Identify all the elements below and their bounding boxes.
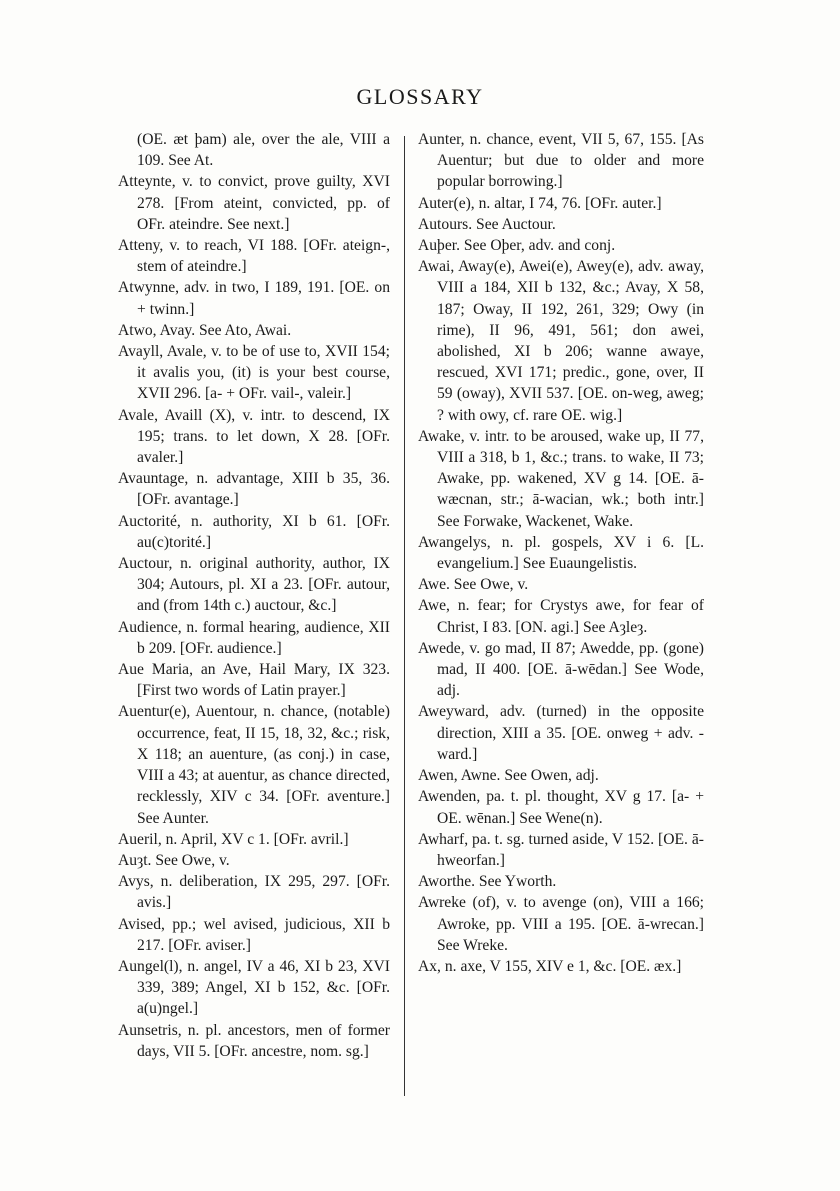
glossary-entry: Audience, n. formal hearing, audience, XII b 209. [OFr. audience.] <box>118 618 390 657</box>
glossary-entry: Auter(e), n. altar, I 74, 76. [OFr. auter.] <box>418 194 662 212</box>
glossary-entry: Avised, pp.; wel avised, judicious, XII b 217. [OFr. aviser.] <box>118 915 390 954</box>
glossary-entry: Atteynte, v. to convict, prove guilty, XVI 278. [From ateint, convicted, pp. of OFr. ateindre. See next.] <box>118 173 390 233</box>
glossary-entry: Ax, n. axe, V 155, XIV e 1, &c. [OE. æx.] <box>418 957 682 975</box>
glossary-entry: Awake, v. intr. to be aroused, wake up, II 77, VIII a 318, b 1, &c.; trans. to wake, II 73; Awake, pp. wakened, XV g 14. [OE. ā-wæcnan, str.; ā-wacian, wk.; both intr.] See Forwake, Wackenet, Wake. <box>418 427 704 530</box>
glossary-entry: Awai, Away(e), Awei(e), Awey(e), adv. away, VIII a 184, XII b 132, &c.; Avay, X 58, 187; Oway, II 192, 261, 329; Owy (in rime), II 96, 491, 561; don awei, abolished, XI b 206; wanne awaye, rescued, XVI 171; predic., gone, over, II 59 (oway), XVII 537. [OE. on-weg, aweg; ? with owy, cf. rare OE. wig.] <box>418 258 704 424</box>
glossary-entry: Auctour, n. original authority, author, IX 304; Autours, pl. XI a 23. [OFr. autour, and (from 14th c.) auctour, &c.] <box>118 555 390 615</box>
glossary-entry: Aunter, n. chance, event, VII 5, 67, 155. [As Auentur; but due to older and more popular borrowing.] <box>418 131 704 191</box>
glossary-entry: Auentur(e), Auentour, n. chance, (notable) occurrence, feat, II 15, 18, 32, &c.; risk, X 118; an auenture, (as conj.) in case, VIII a 43; at auentur, as chance directed, recklessly, XIV c 34. [OFr. aventure.] See Aunter. <box>118 703 390 827</box>
glossary-entry: Awe. See Owe, v. <box>418 576 529 594</box>
glossary-entry: Atteny, v. to reach, VI 188. [OFr. ateign-, stem of ateindre.] <box>118 237 390 276</box>
glossary-entry: Avauntage, n. advantage, XIII b 35, 36. [OFr. avantage.] <box>118 470 390 509</box>
glossary-entry: Awharf, pa. t. sg. turned aside, V 152. [OE. ā-hweorfan.] <box>418 830 704 869</box>
glossary-entry: (OE. æt þam) ale, over the ale, VIII a 109. See At. <box>137 131 390 170</box>
glossary-entry: Autours. See Auctour. <box>418 215 556 233</box>
glossary-entry: Awangelys, n. pl. gospels, XV i 6. [L. evangelium.] See Euaungelistis. <box>418 533 704 573</box>
glossary-entry: Avayll, Avale, v. to be of use to, XVII 154; it avalis you, (it) is your best course, XVII 296. [a- + OFr. vail-, valeir.] <box>118 343 390 403</box>
glossary-entry: Auctorité, n. authority, XI b 61. [OFr. au(c)torité.] <box>118 512 390 551</box>
column-divider <box>404 136 405 1096</box>
glossary-entry: Auȝt. See Owe, v. <box>118 851 230 869</box>
glossary-entry: Awede, v. go mad, II 87; Awedde, pp. (gone) mad, II 400. [OE. ā-wēdan.] See Wode, adj. <box>418 639 704 700</box>
glossary-entry: Atwo, Avay. See Ato, Awai. <box>118 321 292 339</box>
glossary-entry: Aweyward, adv. (turned) in the opposite direction, XIII a 35. [OE. onweg + adv. -ward.] <box>418 703 704 763</box>
glossary-entry: Aueril, n. April, XV c 1. [OFr. avril.] <box>118 830 349 848</box>
glossary-column-left <box>118 129 390 1062</box>
glossary-entry: Aworthe. See Yworth. <box>418 873 557 891</box>
glossary-entry: Awen, Awne. See Owen, adj. <box>418 767 599 785</box>
glossary-entry: Awenden, pa. t. pl. thought, XV g 17. [a- + OE. wēnan.] See Wene(n). <box>418 788 704 827</box>
page-title: GLOSSARY <box>356 84 484 109</box>
glossary-entry: Awe, n. fear; for Crystys awe, for fear of Christ, I 83. [ON. agi.] See Aȝleȝ. <box>418 597 704 636</box>
glossary-entry: Aungel(l), n. angel, IV a 46, XI b 23, XVI 339, 389; Angel, XI b 152, &c. [OFr. a(u)ngel.] <box>118 957 390 1018</box>
glossary-entry: Auþer. See Oþer, adv. and conj. <box>418 237 616 255</box>
glossary-entry: Aue Maria, an Ave, Hail Mary, IX 323. [First two words of Latin prayer.] <box>118 661 390 700</box>
glossary-entry: Avale, Availl (X), v. intr. to descend, IX 195; trans. to let down, X 28. [OFr. avaler.] <box>118 406 390 467</box>
glossary-column-right <box>418 129 704 977</box>
glossary-entry: Avys, n. deliberation, IX 295, 297. [OFr. avis.] <box>118 873 390 912</box>
glossary-entry: Atwynne, adv. in two, I 189, 191. [OE. on + twinn.] <box>118 279 390 318</box>
glossary-entry: Awreke (of), v. to avenge (on), VIII a 166; Awroke, pp. VIII a 195. [OE. ā-wrecan.] See Wreke. <box>418 894 704 954</box>
glossary-entry: Aunsetris, n. pl. ancestors, men of former days, VII 5. [OFr. ancestre, nom. sg.] <box>118 1021 390 1060</box>
